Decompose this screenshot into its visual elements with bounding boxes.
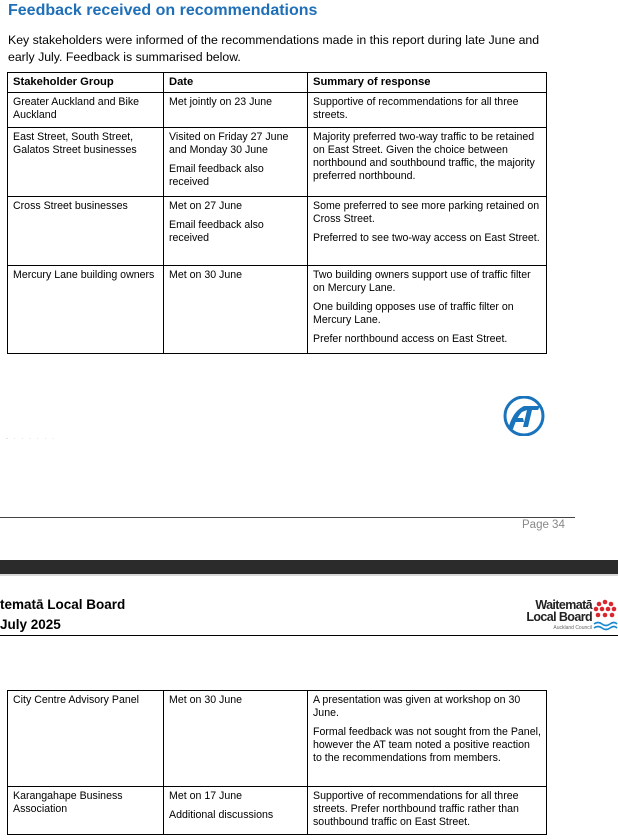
header-stakeholder-group: Stakeholder Group bbox=[8, 73, 164, 93]
cell-date bbox=[164, 93, 308, 128]
table-header-row bbox=[8, 73, 547, 93]
auckland-transport-logo bbox=[498, 396, 550, 436]
table-row bbox=[8, 691, 547, 787]
footer-divider bbox=[0, 517, 575, 518]
cell-group: City Centre Advisory Panel bbox=[8, 691, 164, 787]
logo-line-2: Local Board bbox=[526, 610, 592, 624]
summary-line: One building opposes use of traffic filter on Mercury Lane. bbox=[313, 301, 514, 326]
summary-line: Majority preferred two-way traffic to be retained on East Street. Given the choice between northbound and southbound traffic, the majority preferred northbound. bbox=[313, 131, 535, 182]
summary-line: Supportive of recommendations for all three streets. Prefer northbound traffic rather than southbound traffic on East Street. bbox=[313, 790, 519, 828]
cell-summary bbox=[308, 128, 547, 197]
cell-summary bbox=[308, 197, 547, 266]
table-row bbox=[8, 787, 547, 835]
table-row bbox=[8, 128, 547, 197]
logo-line-1: Waitematā bbox=[535, 598, 592, 612]
date-line: Met on 17 June bbox=[169, 790, 243, 802]
page-separator-edge bbox=[0, 574, 618, 576]
summary-line: Supportive of recommendations for all three streets. bbox=[313, 96, 519, 121]
logo-line-3: Auckland Council bbox=[553, 625, 592, 631]
cell-group: Karangahape Business Association bbox=[8, 787, 164, 835]
cell-date bbox=[164, 197, 308, 266]
table-row bbox=[8, 266, 547, 354]
header-date: Date bbox=[164, 73, 308, 93]
intro-paragraph: Key stakeholders were informed of the recommendations made in this report during late June and early July. Feedback is summarised below. bbox=[8, 33, 540, 64]
table-row bbox=[8, 197, 547, 266]
cell-summary bbox=[308, 691, 547, 787]
cell-summary bbox=[308, 787, 547, 835]
date-line: Met on 30 June bbox=[169, 694, 243, 706]
header-divider bbox=[0, 635, 618, 636]
cell-group: Greater Auckland and Bike Auckland bbox=[8, 93, 164, 128]
summary-line: Formal feedback was not sought from the Panel, however the AT team noted a positive reaction to the recommendations from members. bbox=[313, 726, 541, 764]
date-line: Email feedback also received bbox=[169, 163, 264, 188]
cell-date bbox=[164, 266, 308, 354]
summary-line: Preferred to see two-way access on East Street. bbox=[313, 232, 540, 244]
header-summary: Summary of response bbox=[308, 73, 547, 93]
cell-group: Cross Street businesses bbox=[8, 197, 164, 266]
date-line: Met on 30 June bbox=[169, 269, 243, 281]
summary-line: A presentation was given at workshop on 30 June. bbox=[313, 694, 521, 719]
cell-summary bbox=[308, 266, 547, 354]
cell-group: Mercury Lane building owners bbox=[8, 266, 164, 354]
page-number: Page 34 bbox=[522, 519, 565, 531]
section-heading: Feedback received on recommendations bbox=[8, 2, 318, 19]
summary-line: Some preferred to see more parking retained on Cross Street. bbox=[313, 200, 540, 225]
date-line: Met on 27 June bbox=[169, 200, 243, 212]
page-header-board-name: tematā Local Board bbox=[0, 597, 126, 612]
table-row bbox=[8, 93, 547, 128]
date-line: Visited on Friday 27 June and Monday 30 June bbox=[169, 131, 289, 156]
summary-line: Two building owners support use of traffic filter on Mercury Lane. bbox=[313, 269, 531, 294]
feedback-table-continued bbox=[7, 690, 547, 835]
summary-line: Prefer northbound access on East Street. bbox=[313, 333, 508, 345]
page-separator bbox=[0, 560, 618, 574]
cell-date bbox=[164, 128, 308, 197]
date-line: Met jointly on 23 June bbox=[169, 96, 273, 108]
feedback-table bbox=[7, 72, 547, 354]
faint-print-mark: - · · · · · · bbox=[6, 436, 56, 442]
cell-summary bbox=[308, 93, 547, 128]
date-line: Additional discussions bbox=[169, 809, 274, 821]
waitemata-local-board-logo bbox=[510, 598, 618, 634]
cell-group: East Street, South Street, Galatos Street businesses bbox=[8, 128, 164, 197]
cell-date bbox=[164, 691, 308, 787]
date-line: Email feedback also received bbox=[169, 219, 264, 244]
pohutukawa-flower-icon bbox=[592, 598, 618, 634]
page-header-date: July 2025 bbox=[0, 617, 61, 632]
cell-date bbox=[164, 787, 308, 835]
